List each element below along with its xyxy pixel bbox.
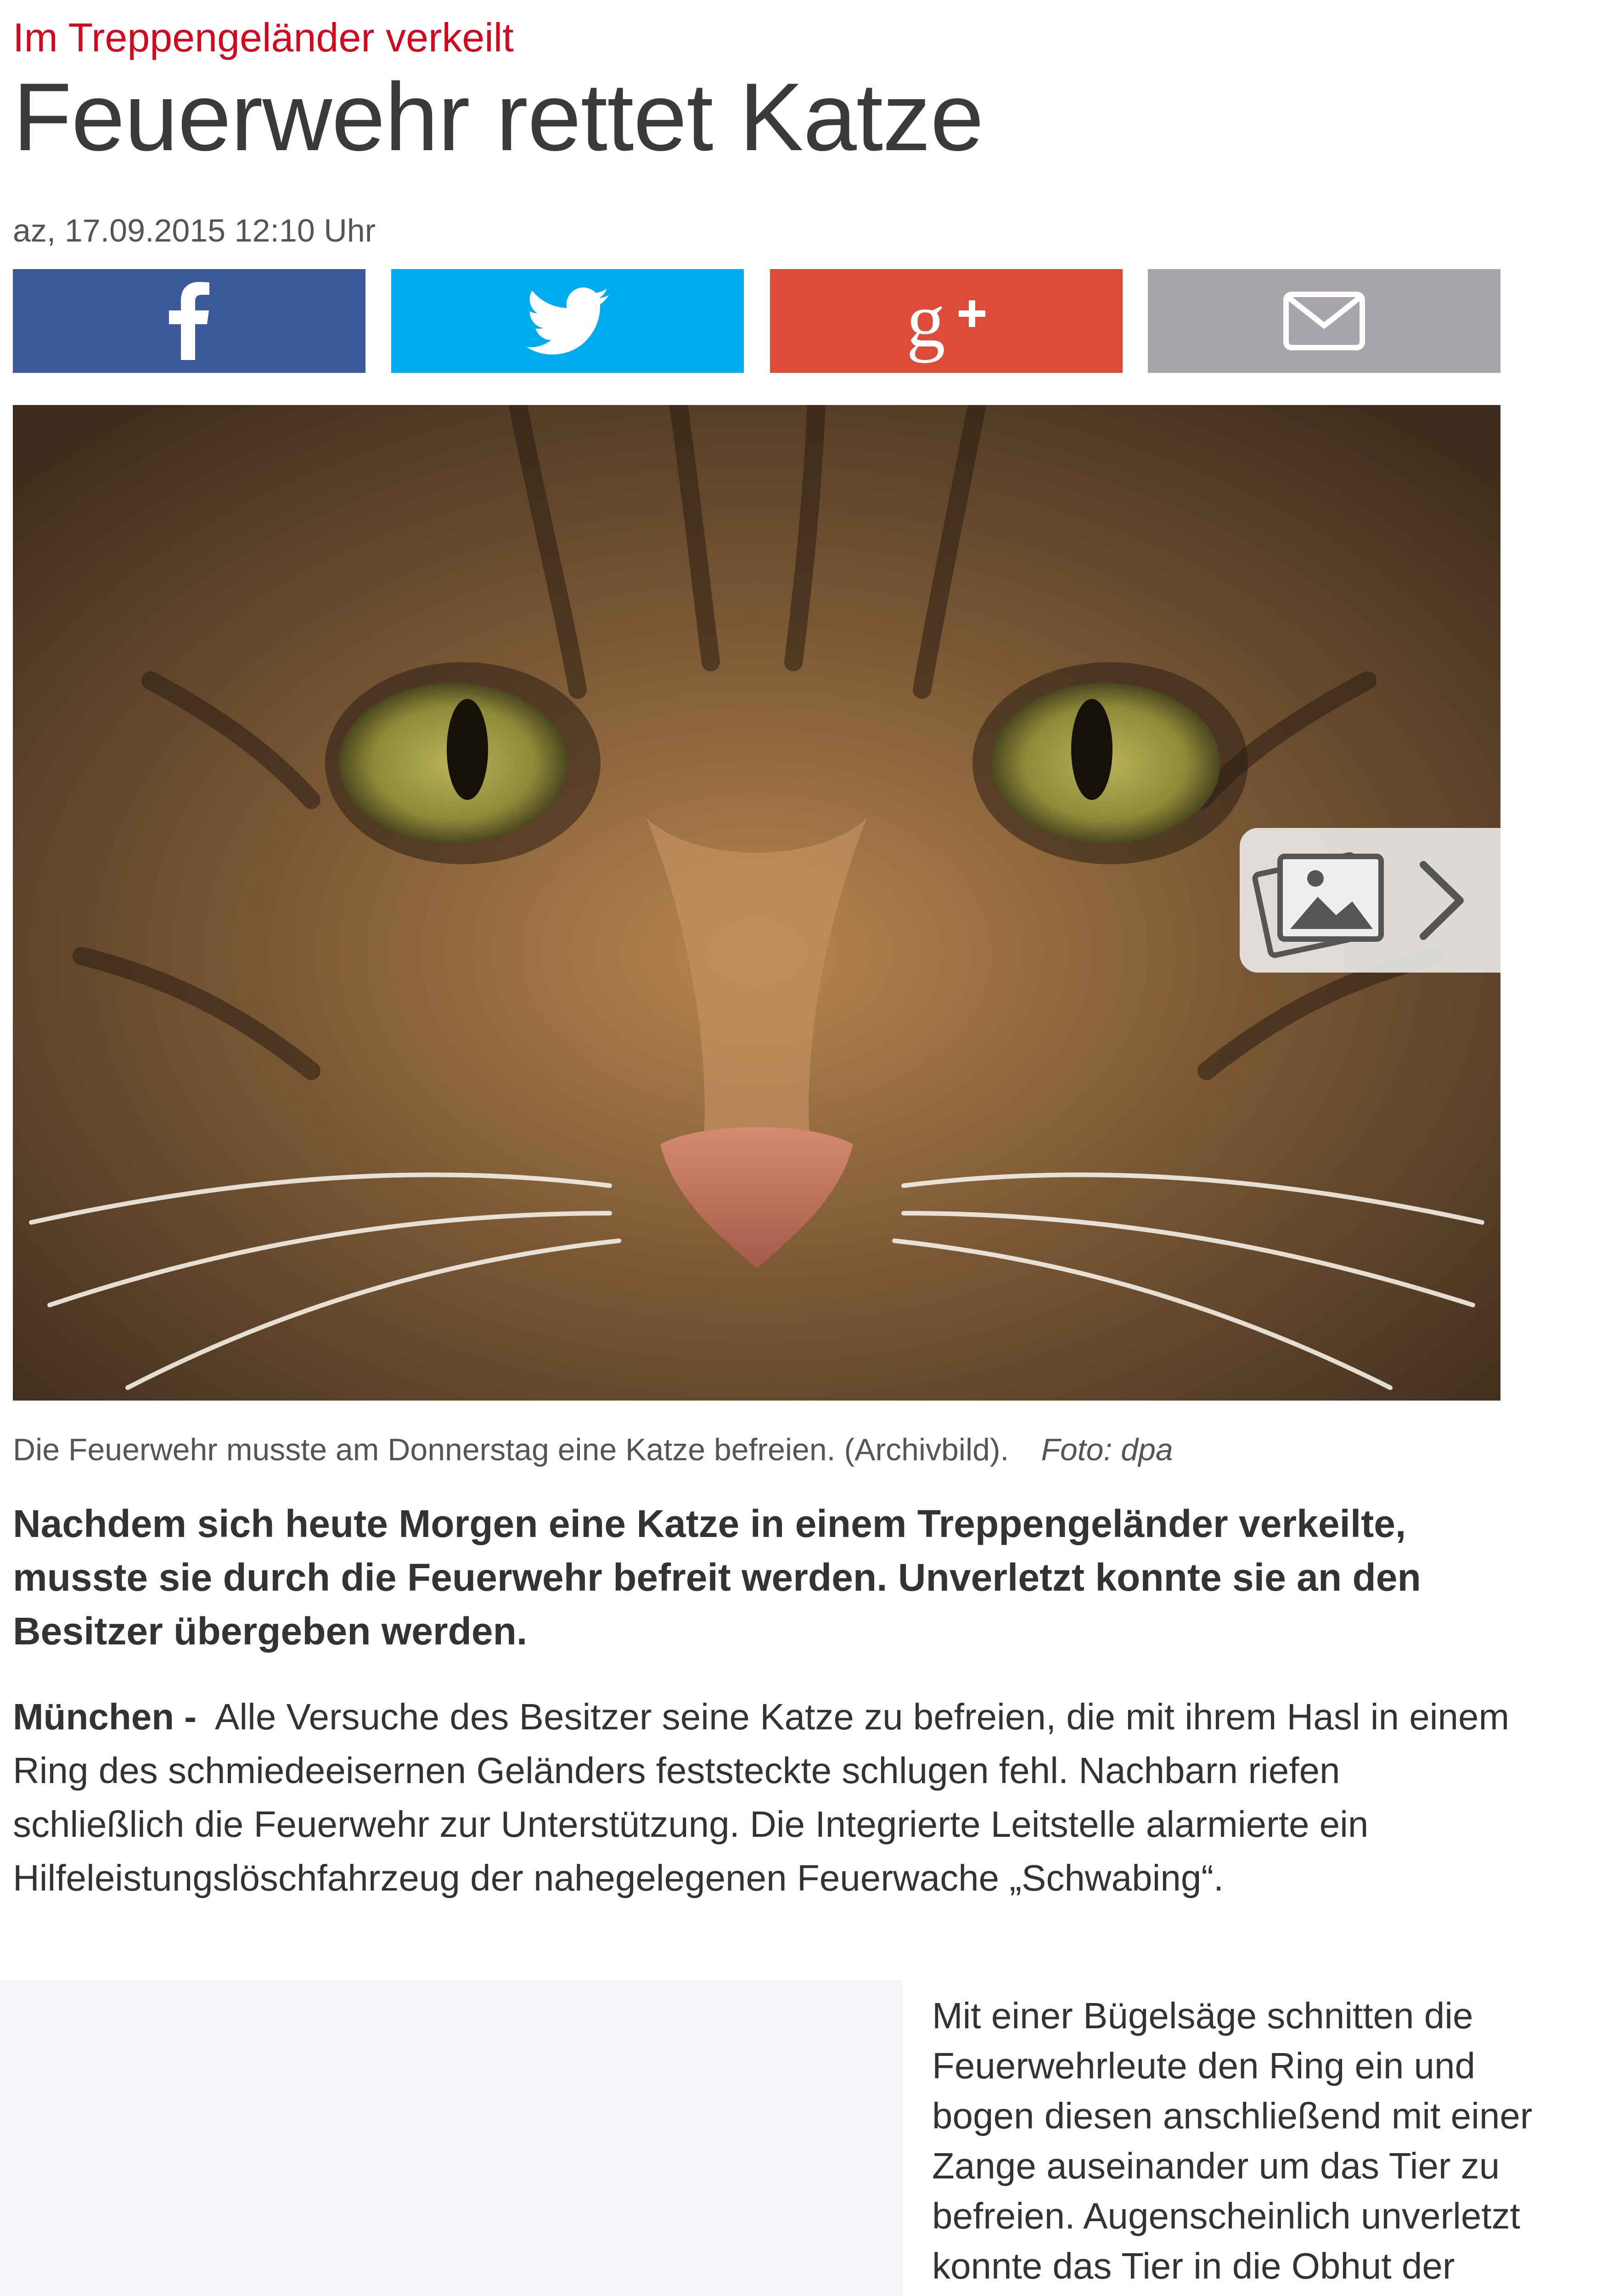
- chevron-right-icon: [1423, 865, 1460, 936]
- article-headline: Feuerwehr rettet Katze: [13, 63, 983, 171]
- twitter-share-button[interactable]: [391, 269, 744, 373]
- dateline: München -: [13, 1696, 197, 1737]
- caption-text: Die Feuerwehr musste am Donnerstag eine Katze befreien. (Archivbild).: [13, 1432, 1009, 1467]
- photo-credit: Foto: dpa: [1041, 1432, 1173, 1467]
- article-kicker: Im Treppengeländer verkeilt: [13, 15, 514, 60]
- facebook-share-button[interactable]: [13, 269, 365, 373]
- article-paragraph: Mit einer Bügelsäge schnitten die Feuerwehrleute den Ring ein und bogen diesen anschließend mit einer Zange auseinander um das Tier zu befreien. Augenscheinlich unverletzt konnte das Tier in die Obhut der: [932, 1995, 1533, 2286]
- paragraph-text: Alle Versuche des Besitzer seine Katze zu befreien, die mit ihrem Hasl in einem Ring des schmiedeeisernen Geländers feststeckte schlugen fehl. Nachbarn riefen schließlich die Feuerwehr zur Unterstützung. Die Integrierte Leitstelle alarmierte ein Hilfeleistungslöschfahrzeug der nahegelegenen Feuerwache „Schwabing“.: [13, 1696, 1510, 1898]
- article-meta: az, 17.09.2015 12:10 Uhr: [13, 213, 376, 248]
- svg-text:g: g: [906, 277, 945, 363]
- gallery-icon: [1254, 854, 1381, 956]
- email-icon: [1283, 291, 1365, 351]
- gallery-next-button[interactable]: [1240, 828, 1500, 973]
- article-paragraph: [13, 1690, 1519, 1905]
- article-lead: Nachdem sich heute Morgen eine Katze in einem Treppengeländer verkeilte, musste sie durch die Feuerwehr befreit werden. Unverletzt konnte sie an den Besitzer übergeben werden.: [13, 1502, 1421, 1653]
- googleplus-icon: [903, 277, 990, 365]
- facebook-icon: [169, 282, 210, 360]
- googleplus-share-button[interactable]: [770, 269, 1123, 373]
- ad-placeholder: [0, 1981, 902, 2296]
- twitter-icon: [526, 287, 609, 355]
- email-share-button[interactable]: [1148, 269, 1500, 373]
- photo-caption: [13, 1432, 1173, 1468]
